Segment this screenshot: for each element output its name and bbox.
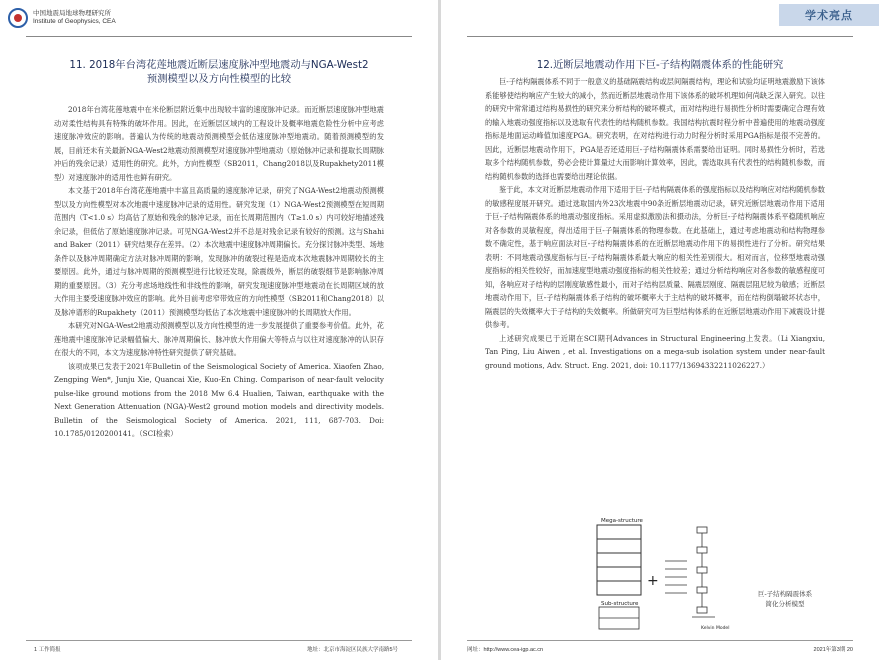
paragraph: 巨-子结构隔震体系不同于一般意义的基础隔震结构或层间隔震结构，理论和试验均证明地震激励下该体系能够使结构响应产生较大的减小，然而近断层地震动作用下该体系的破坏机理如何尚缺乏深入研究。以往的研究中常常通过结构易损性的研究来分析结构的破坏模式，而对结构进行易损性分析时需要确定合理有效的输入地震动强度指标以及选取有代表性的结构随机参数。我国结构抗震时程分析中普遍使用的地震动强度指标是地面运动峰值加速度PGA。研究表明，在对结构进行动力时程分析时采用PGA指标是很不完善的。因此，近断层地震动作用下，PGA是否还适用巨-子结构隔震体系需要给出证明。同时易损性分析时，若选取多个结构随机参数，势必会使计算量过大而影响计算效率，因此，需选取具有代表性的结构随机参数，而结构随机参数的选择也需要给出理论依据。 [485, 77, 825, 181]
footer-issue: 2021年第3期 20 [813, 647, 853, 653]
section-banner [779, 4, 879, 26]
plus-sign: + [647, 573, 659, 589]
article-12-body [485, 75, 825, 372]
paragraph: 该项成果已发表于2021年Bulletin of the Seismological Society of America. Xiaofen Zhao, Zengping Wen*, Junju Xie, Quancai Xie, Kuo-En Ching. Comparison of near-fault velocity pulse-like ground motions from the 2018 Mw 6.4 Hualien, Taiwan, earthquake with the Next Generation Attenuation (NGA)-West2 ground motion models and directivity models. Bulletin of the Seismological Society of America. 2021, 111, 687-703. Doi: 10.1785/0120200141。（SCI检索） [54, 361, 384, 438]
mega-frame [597, 525, 641, 595]
article-12-title: 12.近断层地震动作用下巨-子结构隔震体系的性能研究 [536, 59, 784, 71]
figure-label-mega: Mega-structure [601, 518, 643, 524]
figure-caption: 巨-子结构隔震体系 简化分析模型 [757, 590, 813, 608]
section-label: 学术亮点 [805, 9, 853, 22]
org-name-cn: 中国地震局地球物理研究所 [33, 10, 111, 17]
article-11-title: 11. 2018年台湾花莲地震近断层速度脉冲型地震动与NGA-West2 预测模型以及方向性模型的比较 [69, 59, 369, 85]
right-page [441, 0, 879, 660]
article-11-body [54, 103, 384, 441]
left-page [0, 0, 438, 660]
paragraph: 鉴于此，本文对近断层地震动作用下适用于巨-子结构隔震体系的强度指标以及结构响应对结构随机参数的敏感程度展开研究。通过选取国内外23次地震中90条近断层地震动记录，研究近断层地震动作用下适用于巨-子结构隔震体系的地震动强度指标。采用虚拟激励法和摄动法，分析巨-子结构隔震体系平稳随机响应对各参数的灵敏程度，得出适用于巨-子隔震体系的物理参数。在此基础上，通过考虑地震动和结构物理参数不确定性，基于响应面法对巨-子结构隔震体系的在近断层地震动作用下的易损性进行了分析。研究结果表明：不同地震动强度指标与巨-子结构隔震体系最大响应的相关性差别很大。相对而言，位移型地震动强度指标的相关性较好，而加速度型地震动强度指标的相关性较差；通过分析结构响应对各参数的敏感程度可知，各响应对子结构的层刚度敏感性最小，而对子结构层质量、隔震层刚度、隔震层阻尼较为敏感；近断层地震动作用下，巨-子结构隔震体系子结构的破坏概率大于主结构的破坏概率，而在结构倒塌破坏状态中，隔震层的失效概率大于子结构的失效概率。所做研究可为巨型结构体系的在近断层地震动作用下减震设计提供参考。 [485, 185, 825, 329]
institute-emblem-icon [8, 8, 28, 28]
sub-structure [599, 607, 639, 629]
figure-label-sub: Sub-structure [601, 601, 639, 607]
paragraph: 上述研究成果已于近期在SCI期刊Advances in Structural Engineering上发表。（Li Xiangxiu, Tan Ping, Liu Aiwen , et al. Investigations on a mega-sub isolation system under near-fault ground motions, Adv. Struct. Eng. 2021, doi: 10.1177/13694332211026227.） [485, 333, 825, 370]
footer-left: 1 工作简报 [34, 647, 61, 653]
header-rule [467, 36, 853, 37]
paragraph: 本研究对NGA-West2地震动预测模型以及方向性模型的进一步发展提供了重要参考价值。此外，花莲地震中速度脉冲记录幅值偏大、脉冲周期偏长、脉冲放大作用偏大等特点与以往对速度脉冲的认识存在很大的不同，本文为速度脉冲特性研究提供了研究基础。 [54, 321, 384, 357]
mega-sub-structure-diagram [587, 513, 737, 633]
footer-rule [467, 640, 853, 641]
footer-rule [26, 640, 412, 641]
institute-logo [8, 8, 116, 28]
equivalent-model [665, 561, 687, 593]
figure-label-kelvin: Kelvin Model [701, 626, 730, 631]
header-rule [26, 36, 412, 37]
paragraph: 本文基于2018年台湾花莲地震中丰富且高质量的速度脉冲记录，研究了NGA-West2地震动预测模型以及方向性模型对本次地震中速度脉冲记录的适用性。研究发现（1）NGA-West2预测模型在短周期范围内（T<1.0 s）均高估了原始和残余的脉冲记录，而在长周期范围内（T≥1.0 s）内可较好地描述残余记录，但低估了原始速度脉冲记录。可见NGA-West2并不总是对残余记录有较好的预测。这与Shahi and Baker（2011）研究结果存在差异。（2）本次地震中速度脉冲周期偏长。充分探讨脉冲类型、场地条件以及脉冲周期确定方法对脉冲周期的影响，发现脉冲的破裂过程是造成本次地震脉冲周期较长的主要原因。此外，通过与脉冲周期的预测模型进行比较还发现，除震级外，断层的破裂细节是影响脉冲周期的重要原因。（3）充分考虑场地线性和非线性的影响，研究发现速度脉冲型地震动在长周期区域的放大作用主要受速度脉冲效应的影响。此外目前考虑窄带效应的方向性模型（SB2011和Chang2018）以及脉冲谱形的Rupakhety（2011）预测模型均低估了本次地震中速度脉冲的长周期放大作用。 [54, 186, 384, 317]
footer-address: 地址：北京市海淀区民族大学南路5号 [306, 647, 398, 653]
footer-website: 网址：http://www.cea-igp.ac.cn [467, 647, 544, 653]
lumped-mass-chain [692, 527, 715, 617]
org-name-en: Institute of Geophysics, CEA [33, 18, 116, 25]
paragraph: 2018年台湾花莲地震中在米伦断层附近集中出现较丰富的速度脉冲记录。而近断层速度脉冲型地震动对柔性结构具有特殊的破坏作用。因此，在近断层区域内的工程设计及概率地震危险性分析中应考虑速度脉冲效应的影响。普遍认为传统的地震动预测模型会低估速度脉冲型地震动。随着预测模型的发展，目前还未有关最新NGA-West2地震动预测模型对速度脉冲型地震动（原始脉冲记录和提取长周期脉冲后的残余记录）适用性的研究。此外，方向性模型（SB2011，Chang2018以及Rupakhety2011模型）对速度脉冲的适用性也鲜有研究。 [54, 105, 384, 182]
